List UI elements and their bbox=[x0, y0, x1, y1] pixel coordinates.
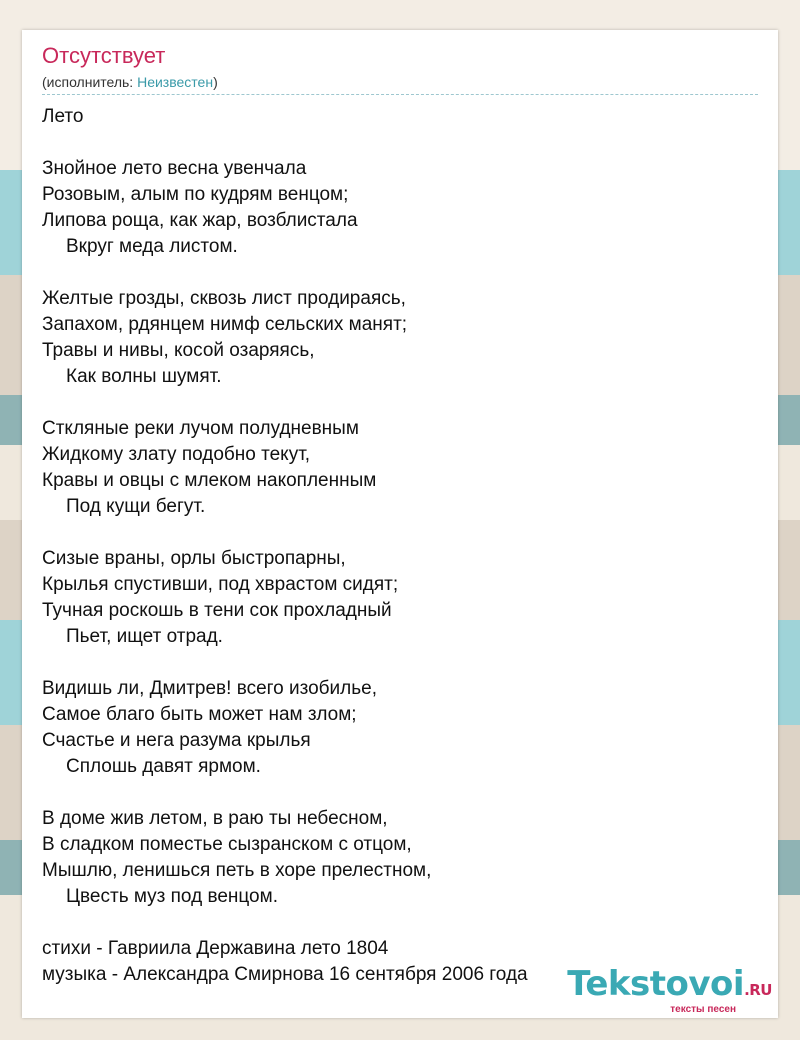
lyric-line: Сплошь давят ярмом. bbox=[66, 756, 261, 777]
lyric-line: стихи - Гавриила Державина лето 1804 bbox=[42, 938, 389, 959]
lyrics-body bbox=[42, 104, 758, 988]
lyric-line: Лето bbox=[42, 106, 84, 127]
lyric-blank-line bbox=[42, 520, 758, 546]
artist-link[interactable]: Неизвестен bbox=[137, 74, 214, 90]
logo-tagline: тексты песен bbox=[670, 1004, 736, 1015]
lyric-line: музыка - Александра Смирнова 16 сентября 2006 года bbox=[42, 964, 528, 985]
lyric-line: Желтые грозды, сквозь лист продираясь, bbox=[42, 288, 406, 309]
lyric-line: В доме жив летом, в раю ты небесном, bbox=[42, 808, 388, 829]
lyric-blank-line bbox=[42, 650, 758, 676]
lyric-line: Мышлю, ленишься петь в хоре прелестном, bbox=[42, 860, 432, 881]
logo-tld: .RU bbox=[744, 981, 772, 999]
lyric-line: В сладком поместье сызранском с отцом, bbox=[42, 834, 412, 855]
lyric-line: Крылья спустивши, под хврастом сидят; bbox=[42, 574, 399, 595]
lyric-line: Жидкому злату подобно текут, bbox=[42, 444, 311, 465]
site-logo[interactable] bbox=[567, 966, 772, 1016]
lyric-blank-line bbox=[42, 910, 758, 936]
lyric-blank-line bbox=[42, 130, 758, 156]
lyric-line: Пьет, ищет отрад. bbox=[66, 626, 223, 647]
lyrics-card bbox=[22, 30, 778, 1018]
lyric-blank-line bbox=[42, 780, 758, 806]
lyric-line: Самое благо быть может нам злом; bbox=[42, 704, 357, 725]
song-title: Отсутствует bbox=[42, 43, 166, 68]
lyric-line: Под кущи бегут. bbox=[66, 496, 206, 517]
artist-suffix: ) bbox=[213, 74, 218, 90]
lyric-line: Вкруг меда листом. bbox=[66, 236, 238, 257]
lyric-line: Розовым, алым по кудрям венцом; bbox=[42, 184, 349, 205]
lyric-line: Знойное лето весна увенчала bbox=[42, 158, 307, 179]
artist-line bbox=[42, 72, 758, 95]
lyric-line: Видишь ли, Дмитрев! всего изобилье, bbox=[42, 678, 378, 699]
logo-text: Tekstovoi bbox=[567, 964, 745, 1004]
lyric-line: Тучная роскошь в тени сок прохладный bbox=[42, 600, 392, 621]
song-header bbox=[42, 42, 758, 95]
logo-wordmark bbox=[567, 966, 772, 1008]
lyric-line: Как волны шумят. bbox=[66, 366, 222, 387]
artist-prefix: (исполнитель: bbox=[42, 74, 138, 90]
lyric-line: Липова роща, как жар, возблистала bbox=[42, 210, 358, 231]
lyric-blank-line bbox=[42, 390, 758, 416]
lyric-line: Запахом, рдянцем нимф сельских манят; bbox=[42, 314, 408, 335]
lyric-line: Счастье и нега разума крылья bbox=[42, 730, 311, 751]
lyric-blank-line bbox=[42, 260, 758, 286]
lyric-line: Кравы и овцы с млеком накопленным bbox=[42, 470, 377, 491]
lyric-line: Цвесть муз под венцом. bbox=[66, 886, 278, 907]
lyric-line: Травы и нивы, косой озаряясь, bbox=[42, 340, 315, 361]
lyric-line: Сизые враны, орлы быстропарны, bbox=[42, 548, 346, 569]
lyric-line: Сткляные реки лучом полудневным bbox=[42, 418, 359, 439]
